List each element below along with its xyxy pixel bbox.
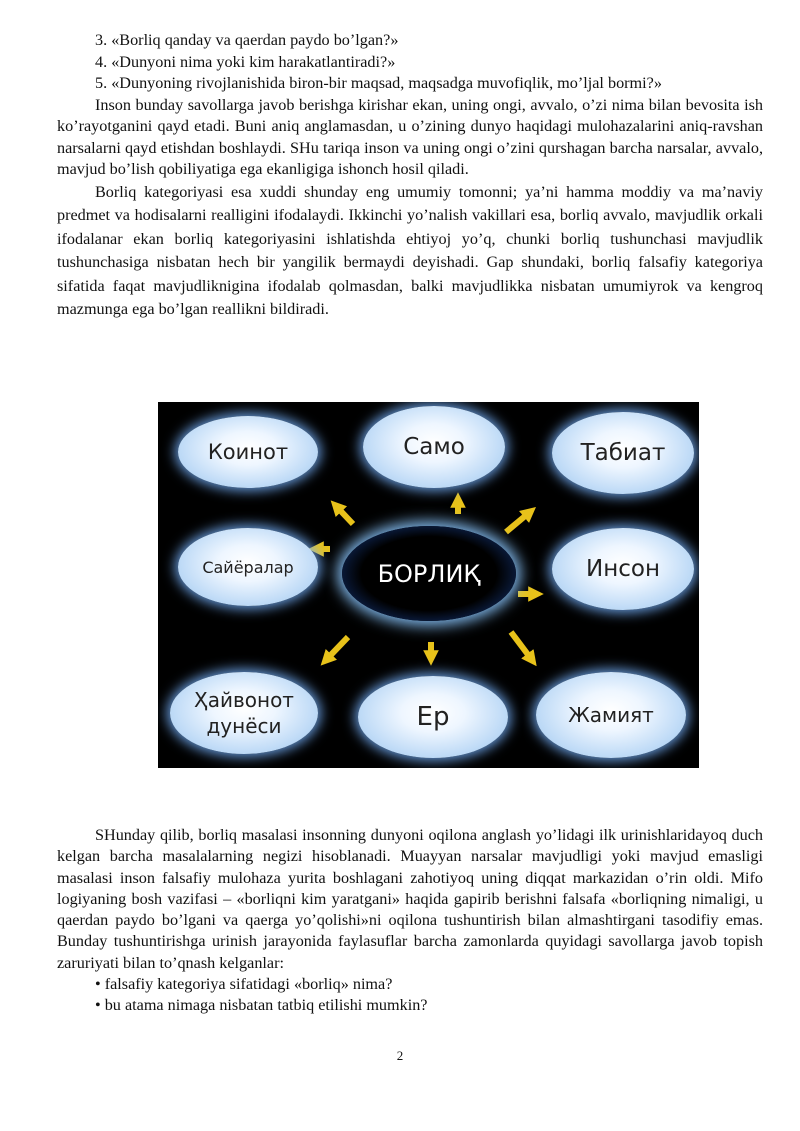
- arrow-to-koinot: [336, 506, 353, 524]
- bullet-1: • falsafiy kategoriya sifatidagi «borliq» nima?: [95, 975, 393, 994]
- borliq-diagram: [158, 402, 699, 768]
- bullet-2: • bu atama nimaga nisbatan tatbiq etilishi mumkin?: [95, 996, 428, 1015]
- node-er: Ер: [358, 676, 508, 758]
- node-sayyoralar: Сайёралар: [178, 528, 318, 606]
- node-koinot: Коинот: [178, 416, 318, 488]
- page-number: 2: [396, 1048, 404, 1063]
- node-hayvonot-line2: дунёси: [206, 714, 282, 738]
- arrow-to-hayvonot: [326, 637, 348, 660]
- question-3: 3. «Borliq qanday va qaerdan paydo bo’lgan?»: [95, 31, 399, 49]
- paragraph-3: SHunday qilib, borliq masalasi insonning dunyoni oqilona anglash yo’lidagi ilk urinishlaridayoq duch kelgan barcha masalalarning negizi hisoblanadi. Muayyan narsalar mavjudligi yoki mavjud emasligi masalasi inson falsafiy mulohaza yurita boshlagani zahotiyoq uning diqqat markazidan o’rin oldi. Mifo logiyaning bosh vazifasi – «borliqni kim yaratgani» haqida gapirib berishni falsafa «borliqning nimaligi, u qaerdan paydo bo’lgani va qaerga yo’qolishi»ni oqilona tushuntirish bilan almashtirgani tasodifiy emas. Bunday tushuntirishga urinish jarayonida faylasuflar barcha zamonlarda quyidagi savollarga javob topish zaruriyati bilan to’qnash kelganlar:: [57, 826, 763, 972]
- top-text: [57, 30, 763, 322]
- node-inson: Инсон: [552, 528, 694, 610]
- node-borliq-center: БОРЛИҚ: [342, 526, 516, 621]
- node-samo: Само: [363, 406, 505, 488]
- question-4: 4. «Dunyoni nima yoki kim harakatlantiradi?»: [95, 52, 396, 71]
- paragraph-1: Inson bunday savollarga javob berishga kirishar ekan, uning ongi, avvalo, o’zi nima bilan bevosita ish ko’rayotganini qayd etadi. Buni aniq anglamasdan, u o’zining dunyo haqidagi mulohazalarini aniq-ravshan narsalarni qayd etishdan boshlaydi. SHu tariqa inson va uning ongi o’zini qurshagan barcha narsalar, avvalo, mavjud bo’lish qobiliyatiga ega ekanligiga ishonch hosil qiladi.: [57, 95, 763, 178]
- node-hayvonot-line1: Ҳайвонот: [194, 688, 294, 712]
- node-hayvonot: [170, 672, 318, 754]
- question-5: 5. «Dunyoning rivojlanishida biron-bir maqsad, maqsadga muvofiqlik, mo’ljal bormi?»: [95, 74, 662, 92]
- node-tabiat: Табиат: [552, 412, 694, 494]
- arrow-to-jamiyat: [511, 632, 532, 660]
- node-jamiyat: Жамият: [536, 672, 686, 758]
- paragraph-2: Borliq kategoriyasi esa xuddi shunday eng umumiy tomonni; ya’ni hamma moddiy va ma’naviy predmet va hodisalarni realligini ifodalaydi. Ikkinchi yo’nalish vakillari esa, borliq avvalo, mavjudlik orkali ifodalanar ekan borliq kategoriyasini ishlatishda ehtiyoj yo’q, chunki borliq tushunchasi mavjudlik tushunchasiga nisbatan hech bir yangilik bermaydi deyishadi. Gap shundaki, borliq falsafiy kategoriya sifatida faqat mavjudliknigina ifodalab qolmasdan, balki mavjudlikka nisbatan umumiyrok va kengroq mazmunga ega bo’lgan reallikni bildiradi.: [57, 182, 763, 319]
- bottom-text: [57, 825, 763, 1017]
- arrow-to-tabiat: [506, 512, 530, 532]
